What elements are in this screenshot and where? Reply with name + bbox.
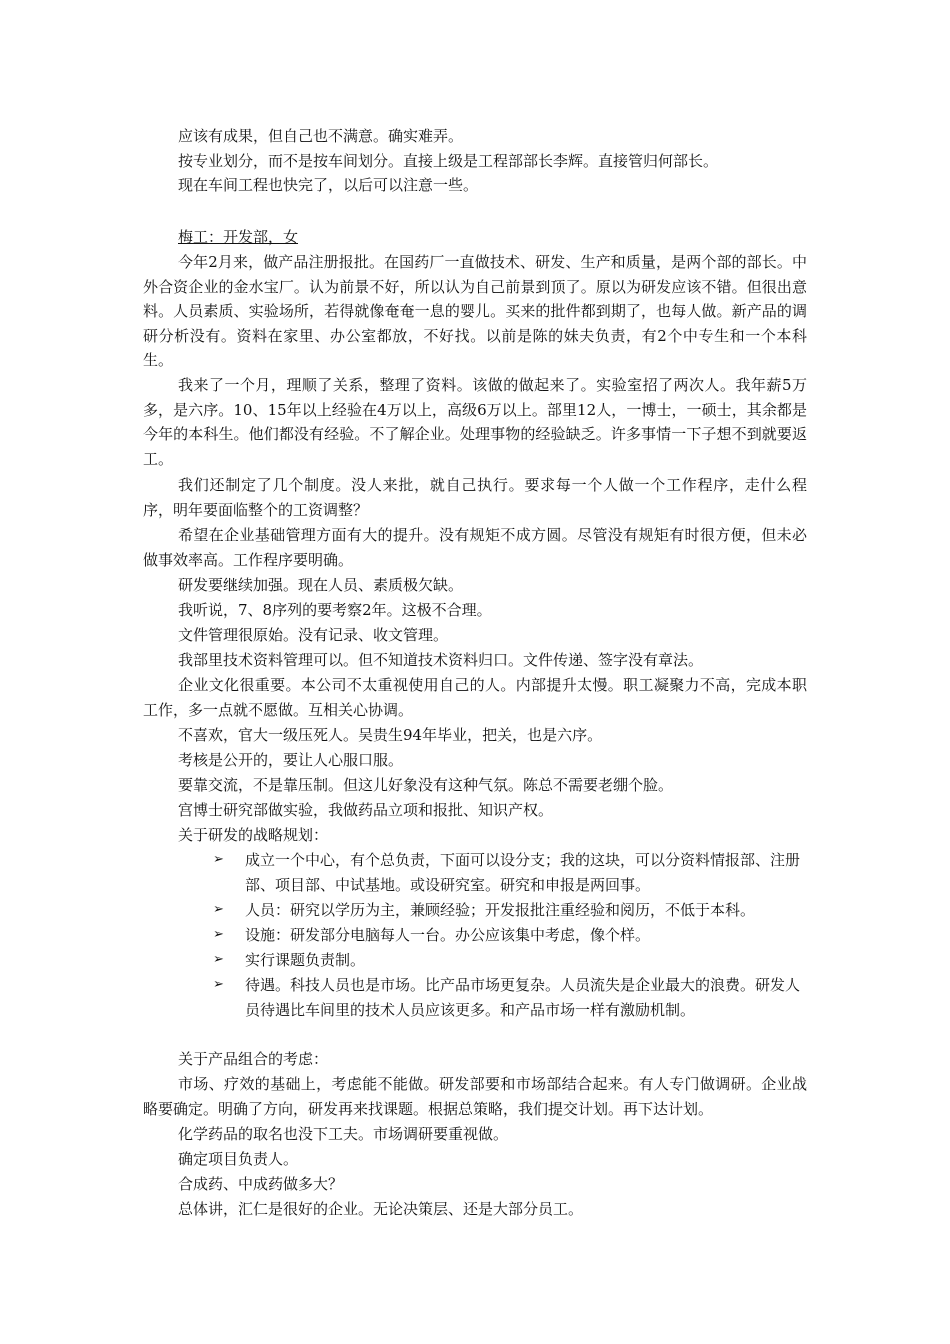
paragraph: 宫博士研究部做实验，我做药品立项和报批、知识产权。 xyxy=(178,801,554,819)
bullet-text: 设施：研发部分电脑每人一台。办公应该集中考虑，像个样。 xyxy=(245,926,651,944)
arrow-bullet-icon: ➢ xyxy=(213,902,224,917)
paragraph: 确定项目负责人。 xyxy=(178,1150,299,1168)
paragraph: 我部里技术资料管理可以。但不知道技术资料归口。文件传递、签字没有章法。 xyxy=(178,651,704,669)
paragraph: 要靠交流，不是靠压制。但这儿好象没有这种气氛。陈总不需要老绷个脸。 xyxy=(178,776,674,794)
arrow-bullet-icon: ➢ xyxy=(213,852,224,867)
bullet-item xyxy=(215,923,807,948)
bullet-text: 人员：研究以学历为主，兼顾经验；开发报批注重经验和阅历，不低于本科。 xyxy=(245,901,756,919)
paragraph: 今年2月来，做产品注册报批。在国药厂一直做技术、研发、生产和质量，是两个部的部长。中外合资企业的金水宝厂。认为前景不好，所以认为自己前景到顶了。原以为研发应该不错。但很出意料。人员素质、实验场所，若得就像奄奄一息的婴儿。买来的批件都到期了，也每人做。新产品的调研分析没有。资料在家里、办公室都放，不好找。以前是陈的妹夫负责，有2个中专生和一个本科生。 xyxy=(143,253,807,369)
paragraph: 按专业划分，而不是按车间划分。直接上级是工程部部长李辉。直接管归何部长。 xyxy=(178,152,719,170)
paragraph: 应该有成果，但自己也不满意。确实难弄。 xyxy=(178,127,464,145)
paragraph: 总体讲，汇仁是很好的企业。无论决策层、还是大部分员工。 xyxy=(178,1200,584,1218)
paragraph: 文件管理很原始。没有记录、收文管理。 xyxy=(178,626,449,644)
paragraph: 我们还制定了几个制度。没人来批，就自己执行。要求每一个人做一个工作程序，走什么程序，明年要面临整个的工资调整？ xyxy=(143,476,807,519)
paragraph: 企业文化很重要。本公司不太重视使用自己的人。内部提升太慢。职工凝聚力不高，完成本职工作，多一点就不愿做。互相关心协调。 xyxy=(143,676,807,719)
arrow-bullet-icon: ➢ xyxy=(213,952,224,967)
bullet-item xyxy=(215,848,807,897)
section-heading-text: 梅工：开发部，女 xyxy=(178,228,299,246)
paragraph: 合成药、中成药做多大？ xyxy=(178,1175,344,1193)
bullet-item xyxy=(215,948,807,973)
arrow-bullet-icon: ➢ xyxy=(213,927,224,942)
bullet-item xyxy=(215,973,807,1022)
paragraph: 化学药品的取名也没下工夫。市场调研要重视做。 xyxy=(178,1125,509,1143)
paragraph: 考核是公开的，要让人心服口服。 xyxy=(178,751,404,769)
paragraph: 现在车间工程也快完了，以后可以注意一些。 xyxy=(178,176,479,194)
bullet-text: 成立一个中心，有个总负责，下面可以设分支；我的这块，可以分资料情报部、注册部、项目部、中试基地。或设研究室。研究和申报是两回事。 xyxy=(245,851,801,894)
arrow-bullet-icon: ➢ xyxy=(213,977,224,992)
paragraph: 不喜欢，官大一级压死人。吴贵生94年毕业，把关，也是六序。 xyxy=(178,726,603,744)
paragraph: 希望在企业基础管理方面有大的提升。没有规矩不成方圆。尽管没有规矩有时很方便，但未必做事效率高。工作程序要明确。 xyxy=(143,526,807,569)
paragraph: 我听说，7、8序列的要考察2年。这极不合理。 xyxy=(178,601,492,619)
bullet-item xyxy=(215,898,807,923)
paragraph: 我来了一个月，理顺了关系，整理了资料。该做的做起来了。实验室招了两次人。我年薪5万多，是六序。10、15年以上经验在4万以上，高级6万以上。部里12人，一博士，一硕士，其余都是今年的本科生。他们都没有经验。不了解企业。处理事物的经验缺乏。许多事情一下子想不到就要返工。 xyxy=(143,376,807,468)
paragraph: 市场、疗效的基础上，考虑能不能做。研发部要和市场部结合起来。有人专门做调研。企业战略要确定。明确了方向，研发再来找课题。根据总策略，我们提交计划。再下达计划。 xyxy=(143,1075,807,1118)
bullet-text: 实行课题负责制。 xyxy=(245,951,366,969)
bullet-text: 待遇。科技人员也是市场。比产品市场更复杂。人员流失是企业最大的浪费。研发人员待遇比车间里的技术人员应该更多。和产品市场一样有激励机制。 xyxy=(245,976,801,1019)
paragraph: 研发要继续加强。现在人员、素质极欠缺。 xyxy=(178,576,464,594)
section-heading xyxy=(143,225,807,250)
paragraph: 关于研发的战略规划： xyxy=(178,826,329,844)
paragraph: 关于产品组合的考虑： xyxy=(178,1050,329,1068)
